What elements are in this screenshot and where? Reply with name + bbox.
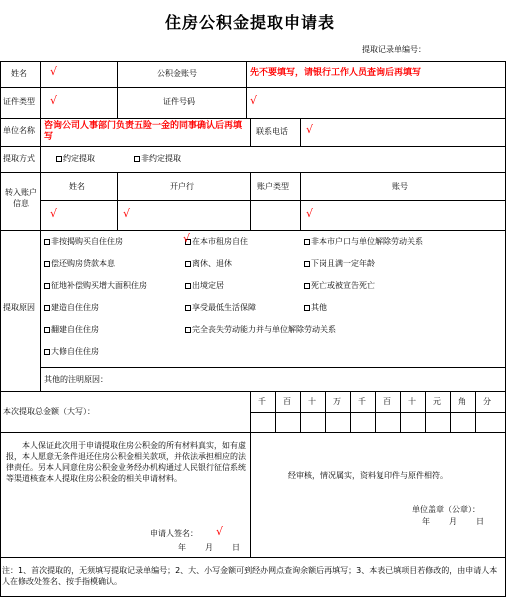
account-number-label: 公积金账号: [157, 69, 197, 78]
checkbox-icon[interactable]: [185, 283, 191, 289]
checkbox-icon[interactable]: [56, 156, 62, 162]
payee-header-name: 姓名: [69, 182, 85, 191]
checkbox-icon[interactable]: [185, 261, 191, 267]
record-number-label: 提取记录单编号：: [362, 45, 426, 54]
unit-date-year: 年: [422, 517, 430, 526]
checkbox-icon[interactable]: [44, 349, 50, 355]
reason-option[interactable]: 建造自住住房: [44, 304, 99, 312]
applicant-signature-label: 申请人签名：: [150, 529, 198, 538]
checkbox-icon[interactable]: [44, 283, 50, 289]
verification-text: 经审核，情况属实，资料复印件与原件相符。: [288, 471, 448, 480]
method-option-agreed[interactable]: 约定提取: [56, 155, 95, 163]
digit-header: 百: [283, 397, 291, 406]
checkbox-icon[interactable]: [304, 283, 310, 289]
checkbox-icon[interactable]: [304, 239, 310, 245]
reason-option[interactable]: 死亡或被宣告死亡: [304, 282, 375, 290]
checkbox-icon[interactable]: [185, 327, 191, 333]
account-number-note: 先不要填写，请银行工作人员查询后再填写: [250, 68, 422, 78]
phone-label: 联系电话: [256, 127, 288, 136]
reason-option-selected[interactable]: 在本市租房自住: [185, 238, 248, 246]
amount-label: 本次提取总金额（大写）：: [3, 407, 95, 416]
phone-check-mark: √: [306, 123, 314, 136]
checkbox-icon[interactable]: [44, 305, 50, 311]
employer-label: 单位名称: [3, 126, 35, 135]
declaration-text: 本人保证此次用于申请提取住房公积金的所有材料真实，如有虚报，本人愿意无条件退还住房公积金相关款项，并依法承担相应的法律责任。另本人同意住房公积金业务经办机构通过人民银行征信系统等渠道核查本人提取住房公积金的相关申请材料。: [6, 441, 246, 483]
payee-header-bank: 开户行: [170, 182, 194, 191]
applicant-date-day: 日: [232, 543, 240, 552]
unit-seal-label: 单位盖章（公章）：: [412, 505, 480, 514]
id-number-label: 证件号码: [163, 97, 195, 106]
footer-note: 注：1、首次提取的，无须填写提取记录单编号；2、大、小写金额可到经办网点查询余额后再填写；3、本表已填项目若修改的，由申请人本人在修改处签名、按手指模确认。: [2, 566, 498, 586]
name-label: 姓名: [11, 69, 27, 78]
checkbox-icon[interactable]: [304, 261, 310, 267]
name-check-mark: √: [50, 65, 58, 78]
checkbox-icon[interactable]: [304, 305, 310, 311]
payee-account-check-mark: √: [306, 207, 314, 220]
unit-date-month: 月: [449, 517, 457, 526]
employer-note: 咨询公司人事部门负责五险一金的同事确认后再填写: [44, 121, 243, 142]
checkbox-icon[interactable]: [44, 261, 50, 267]
payee-bank-check-mark: √: [123, 207, 131, 220]
reason-option[interactable]: 下岗且满一定年龄: [304, 260, 375, 268]
page-title: 住房公积金提取申请表: [165, 13, 336, 32]
checkbox-icon[interactable]: [44, 239, 50, 245]
reason-option[interactable]: 征地补偿购买增大面积住房: [44, 282, 147, 290]
id-type-check-mark: √: [50, 94, 58, 107]
digit-header: 十: [308, 397, 316, 406]
payee-name-check-mark: √: [50, 207, 58, 220]
reason-label: 提取原因: [3, 303, 35, 312]
reason-option[interactable]: 其他: [304, 304, 327, 312]
id-number-check-mark: √: [250, 94, 258, 107]
checkbox-icon[interactable]: [134, 156, 140, 162]
reason-check-mark: √: [183, 232, 191, 245]
reason-option[interactable]: 享受最低生活保障: [185, 304, 256, 312]
digit-header: 分: [483, 397, 491, 406]
digit-header: 百: [383, 397, 391, 406]
reason-option[interactable]: 翻建自住住房: [44, 326, 99, 334]
reason-option[interactable]: 完全丧失劳动能力并与单位解除劳动关系: [185, 326, 336, 334]
unit-date-day: 日: [476, 517, 484, 526]
digit-header: 元: [433, 397, 441, 406]
reason-option[interactable]: 出境定居: [185, 282, 224, 290]
reason-option[interactable]: 非按揭购买自住住房: [44, 238, 123, 246]
digit-header: 角: [458, 397, 466, 406]
digit-header: 十: [408, 397, 416, 406]
other-reason-label: 其他的注明原因：: [44, 375, 108, 384]
reason-option[interactable]: 离休、退休: [185, 260, 232, 268]
digit-header: 万: [333, 397, 341, 406]
checkbox-icon[interactable]: [44, 327, 50, 333]
payee-label: 转入账户信息: [5, 188, 37, 208]
reason-option[interactable]: 偿还购房贷款本息: [44, 260, 115, 268]
applicant-date-month: 月: [205, 543, 213, 552]
method-option-non-agreed[interactable]: 非约定提取: [134, 155, 181, 163]
digit-header: 千: [258, 397, 266, 406]
reason-option[interactable]: 大修自住住房: [44, 348, 99, 356]
digit-header: 千: [358, 397, 366, 406]
payee-header-type: 账户类型: [257, 182, 289, 191]
payee-header-account: 账号: [392, 182, 408, 191]
id-type-label: 证件类型: [3, 97, 35, 106]
method-label: 提取方式: [3, 154, 35, 163]
applicant-date-year: 年: [178, 543, 186, 552]
signature-check-mark: √: [216, 525, 224, 538]
checkbox-icon[interactable]: [185, 305, 191, 311]
reason-option[interactable]: 非本市户口与单位解除劳动关系: [304, 238, 423, 246]
